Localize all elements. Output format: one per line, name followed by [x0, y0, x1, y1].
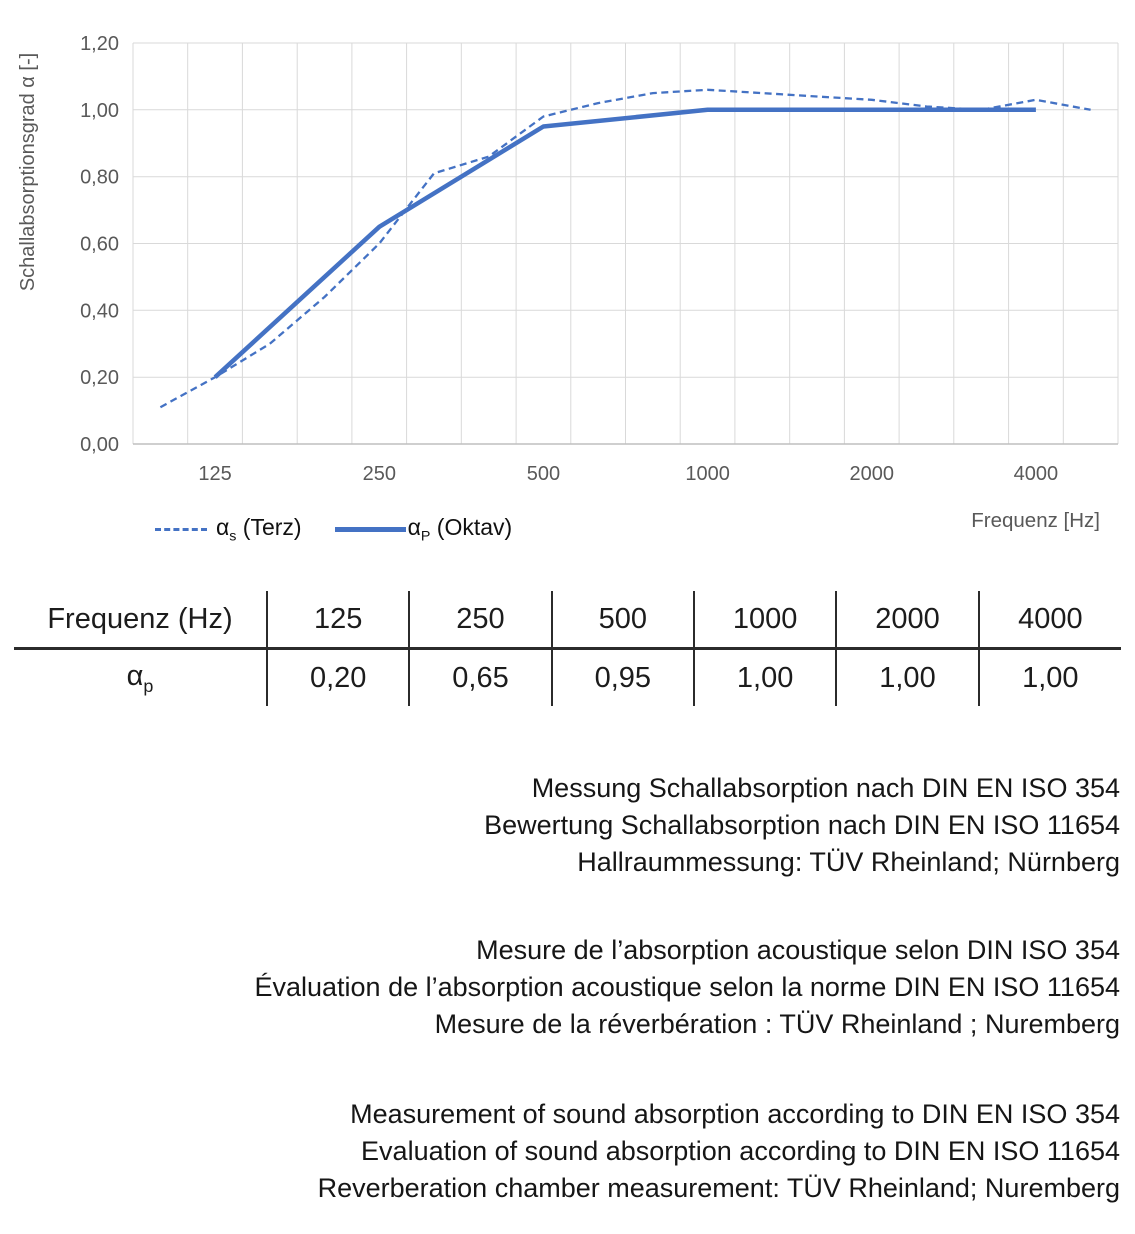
table-row-alpha-p [14, 649, 1121, 707]
table-cell-ap-250: 0,65 [409, 649, 551, 707]
table-cell-freq-250: 250 [409, 591, 551, 649]
note-line: Evaluation of sound absorption according to DIN EN ISO 11654 [361, 1136, 1120, 1166]
table-cell-freq-2000: 2000 [836, 591, 978, 649]
legend-item-terz [155, 514, 302, 545]
chart-svg [0, 0, 1135, 555]
table-cell-freq-4000: 4000 [979, 591, 1121, 649]
y-tick-label: 0,20 [80, 367, 119, 390]
alpha-subscript: P [420, 528, 431, 545]
note-line: Évaluation de l’absorption acoustique selon la norme DIN EN ISO 11654 [254, 972, 1120, 1002]
chart-plot-area [0, 0, 1135, 555]
table-cell-freq-500: 500 [552, 591, 694, 649]
note-line: Mesure de la réverbération : TÜV Rheinland ; Nuremberg [434, 1009, 1120, 1039]
alpha-symbol: α [407, 514, 421, 540]
legend-item-oktav [335, 514, 513, 545]
x-tick-label: 500 [526, 463, 561, 485]
y-tick-label: 1,00 [80, 99, 119, 122]
note-line: Hallraummessung: TÜV Rheinland; Nürnberg [577, 847, 1120, 877]
note-line: Messung Schallabsorption nach DIN EN ISO 354 [531, 773, 1120, 803]
x-tick-label: 4000 [1013, 463, 1059, 485]
table-cell-ap-2000: 1,00 [836, 649, 978, 707]
note-german [0, 770, 1120, 881]
legend-label-text: (Terz) [236, 514, 302, 540]
note-line: Reverberation chamber measurement: TÜV Rheinland; Nuremberg [317, 1173, 1120, 1203]
x-tick-label: 125 [198, 463, 232, 485]
absorption-values-table [14, 591, 1121, 706]
alpha-subscript: p [143, 675, 154, 696]
alpha-subscript: s [229, 528, 237, 545]
note-english [0, 1096, 1120, 1207]
table-cell-freq-125: 125 [267, 591, 409, 649]
note-french [0, 932, 1120, 1043]
x-tick-label: 250 [362, 463, 396, 485]
y-tick-label: 0,00 [80, 434, 119, 456]
note-line: Mesure de l’absorption acoustique selon DIN ISO 354 [476, 935, 1120, 965]
table-cell-ap-1000: 1,00 [694, 649, 836, 707]
y-tick-label: 0,60 [80, 233, 119, 256]
y-axis-title: Schallabsorptionsgrad α [-] [17, 52, 39, 292]
table-cell-freq-1000: 1000 [694, 591, 836, 649]
legend-label-text: (Oktav) [430, 514, 513, 540]
y-tick-label: 1,20 [80, 33, 119, 55]
absorption-chart [0, 0, 1135, 560]
alpha-symbol: α [216, 514, 230, 540]
alpha-symbol: α [126, 659, 144, 692]
table-cell-ap-4000: 1,00 [979, 649, 1121, 707]
table-row-frequencies [14, 591, 1121, 649]
y-tick-label: 0,40 [80, 300, 119, 323]
table-row-label-alpha-p [14, 649, 267, 707]
chart-legend [155, 514, 512, 545]
legend-solid-line-sample [335, 527, 406, 532]
x-tick-label: 1000 [685, 463, 730, 485]
table-cell-ap-125: 0,20 [267, 649, 409, 707]
note-line: Measurement of sound absorption according to DIN EN ISO 354 [350, 1099, 1120, 1129]
y-tick-label: 0,80 [80, 166, 119, 189]
table-header-frequenz: Frequenz (Hz) [14, 591, 267, 649]
legend-label-oktav [408, 514, 513, 545]
note-line: Bewertung Schallabsorption nach DIN EN ISO 11654 [484, 810, 1120, 840]
x-axis-title: Frequenz [Hz] [971, 509, 1100, 532]
x-tick-label: 2000 [849, 463, 895, 485]
table-cell-ap-500: 0,95 [552, 649, 694, 707]
legend-dashed-line-sample [155, 528, 207, 531]
legend-label-terz [216, 514, 302, 545]
